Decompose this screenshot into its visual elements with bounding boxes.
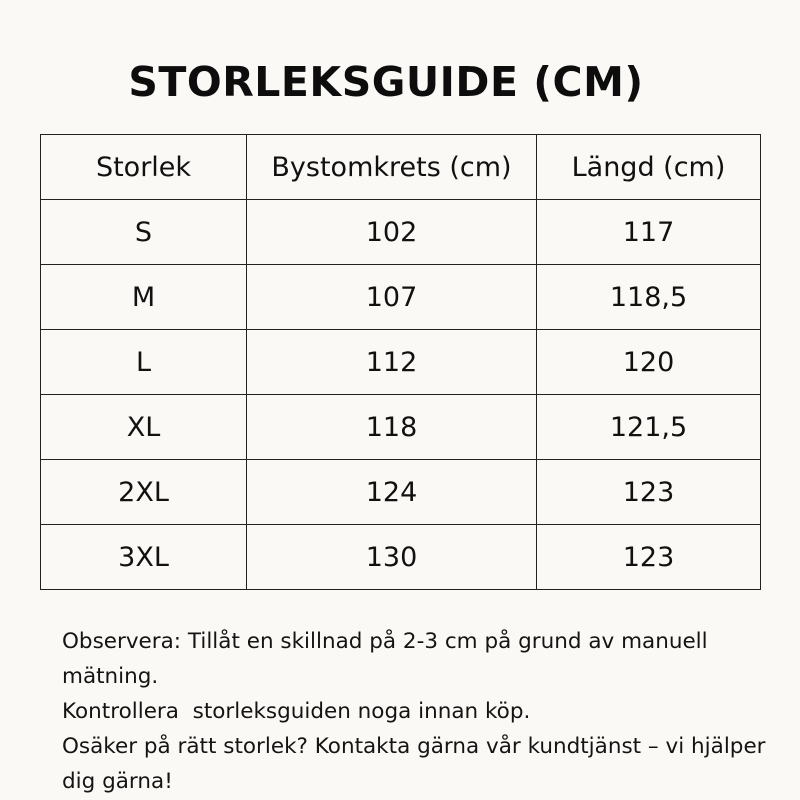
size-cell: 2XL xyxy=(41,460,247,525)
bust-cell: 130 xyxy=(247,525,537,590)
length-cell: 121,5 xyxy=(537,395,761,460)
column-header-bust: Bystomkrets (cm) xyxy=(247,135,537,200)
table-row xyxy=(41,395,761,460)
bust-cell: 107 xyxy=(247,265,537,330)
bust-cell: 112 xyxy=(247,330,537,395)
notes-section xyxy=(62,624,782,799)
table-row xyxy=(41,460,761,525)
bust-cell: 118 xyxy=(247,395,537,460)
table-row xyxy=(41,330,761,395)
size-cell: M xyxy=(41,265,247,330)
table-row xyxy=(41,525,761,590)
column-header-size: Storlek xyxy=(41,135,247,200)
size-cell: 3XL xyxy=(41,525,247,590)
length-cell: 123 xyxy=(537,525,761,590)
column-header-length: Längd (cm) xyxy=(537,135,761,200)
size-cell: S xyxy=(41,200,247,265)
length-cell: 117 xyxy=(537,200,761,265)
length-cell: 120 xyxy=(537,330,761,395)
table-row xyxy=(41,265,761,330)
bust-cell: 124 xyxy=(247,460,537,525)
bust-cell: 102 xyxy=(247,200,537,265)
check-note: Kontrollera storleksguiden noga innan köp. xyxy=(62,699,531,724)
contact-note: Osäker på rätt storlek? Kontakta gärna vår kundtjänst – vi hjälper dig gärna! xyxy=(62,734,773,794)
table-row xyxy=(41,200,761,265)
table-header-row xyxy=(41,135,761,200)
measurement-note: Observera: Tillåt en skillnad på 2-3 cm på grund av manuell mätning. xyxy=(62,629,715,689)
size-cell: XL xyxy=(41,395,247,460)
size-chart-table xyxy=(40,134,761,590)
size-cell: L xyxy=(41,330,247,395)
page-title: STORLEKSGUIDE (CM) xyxy=(128,58,644,106)
length-cell: 123 xyxy=(537,460,761,525)
length-cell: 118,5 xyxy=(537,265,761,330)
